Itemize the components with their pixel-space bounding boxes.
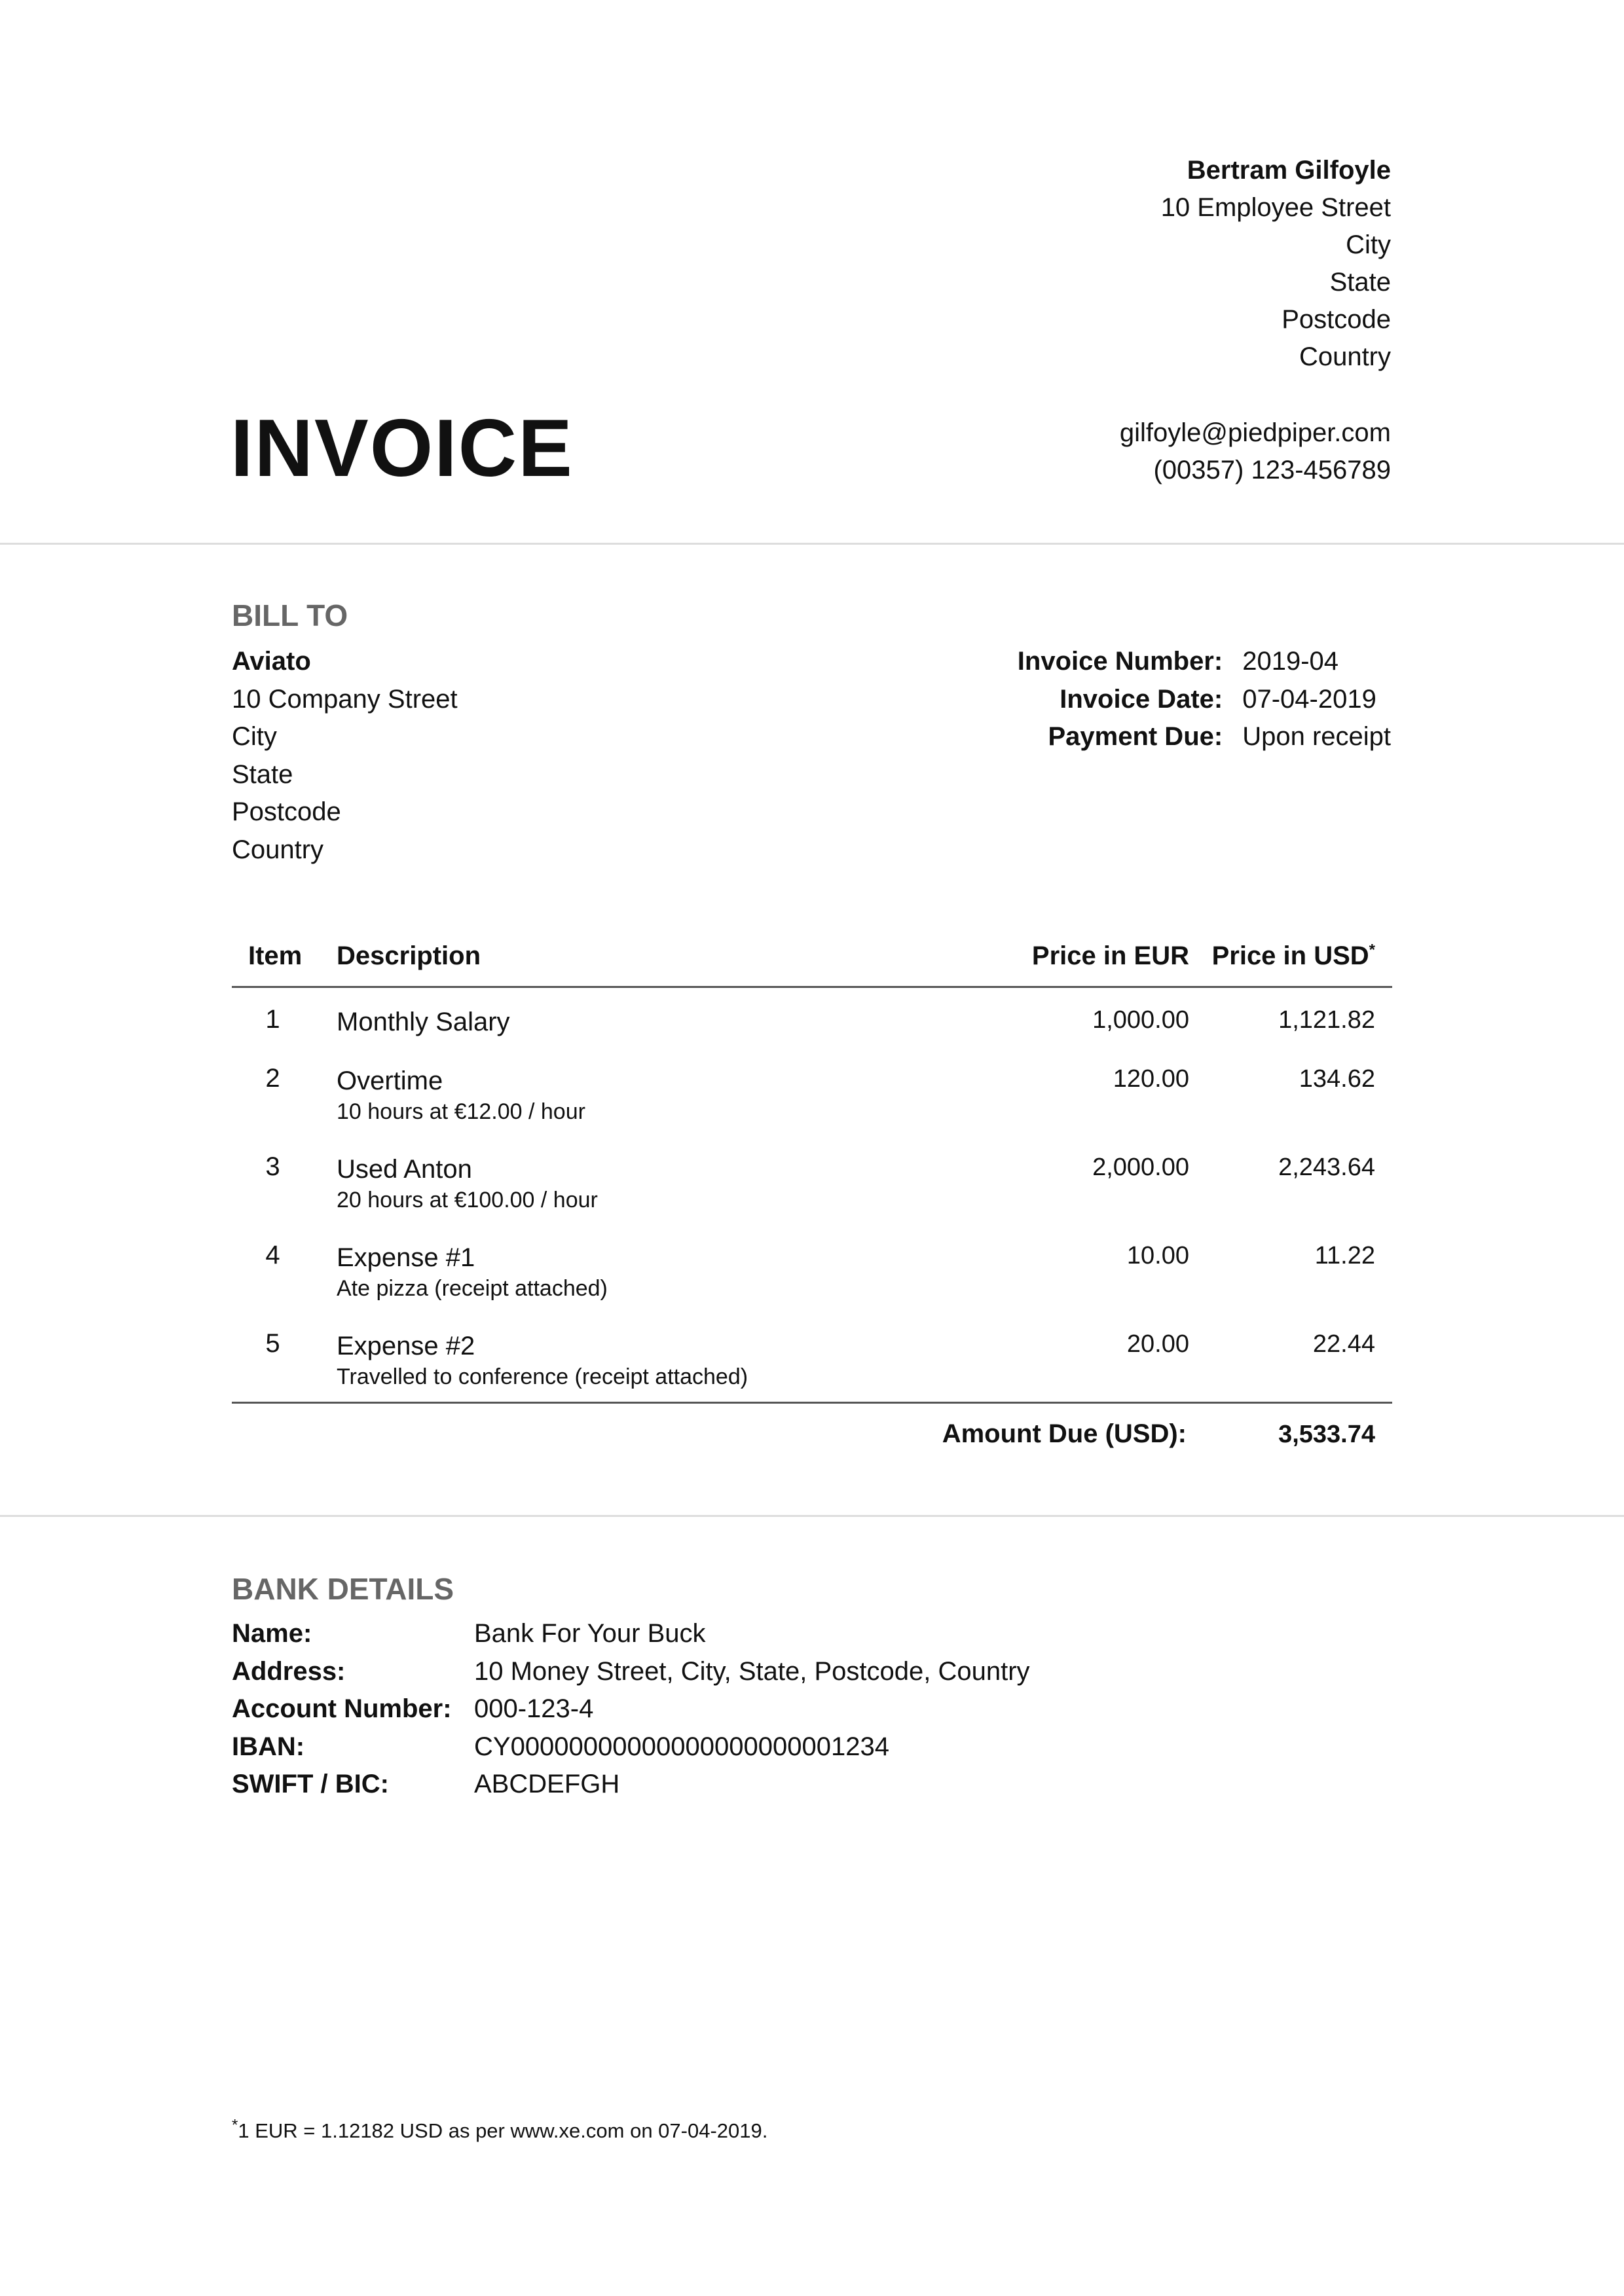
header-price-usd-label: Price in USD <box>1211 941 1369 970</box>
footnote-text: 1 EUR = 1.12182 USD as per www.xe.com on 07-04-2019. <box>238 2119 768 2142</box>
client-city: City <box>232 722 277 751</box>
item-price-eur: 120.00 <box>1113 1065 1189 1093</box>
payment-due-label: Payment Due: <box>1048 722 1223 751</box>
payment-due-value: Upon receipt <box>1242 722 1391 751</box>
sender-email: gilfoyle@piedpiper.com <box>1119 418 1391 447</box>
items-table <box>232 936 1392 1404</box>
amount-due-value: 3,533.74 <box>1278 1421 1375 1448</box>
invoice-date-row <box>1018 681 1391 719</box>
item-price-usd: 1,121.82 <box>1278 1006 1375 1034</box>
item-number: 2 <box>265 1064 280 1093</box>
table-row <box>232 1329 1392 1417</box>
bank-iban-value: CY00000000000000000000001234 <box>474 1732 889 1761</box>
invoice-date-label: Invoice Date: <box>1060 684 1223 714</box>
invoice-number-value: 2019-04 <box>1242 647 1338 676</box>
sender-contact <box>867 414 1391 489</box>
item-price-eur: 1,000.00 <box>1092 1006 1189 1034</box>
bank-iban-label: IBAN: <box>232 1732 305 1761</box>
items-table-body <box>232 988 1392 1404</box>
item-description: Monthly Salary <box>337 1008 510 1036</box>
payment-due-row <box>1018 718 1391 756</box>
bank-account-row <box>232 1690 1030 1728</box>
bank-account-label: Account Number: <box>232 1694 452 1723</box>
header-item: Item <box>248 941 303 970</box>
item-price-usd: 22.44 <box>1312 1330 1375 1358</box>
bank-name-value: Bank For Your Buck <box>474 1619 706 1648</box>
invoice-meta <box>1018 643 1391 756</box>
footnote-marker: * <box>232 2116 238 2134</box>
bank-name-label: Name: <box>232 1619 312 1648</box>
sender-state: State <box>1329 268 1391 297</box>
item-description: Expense #1 <box>337 1243 475 1272</box>
exchange-rate-footnote <box>232 2116 768 2143</box>
client-state: State <box>232 759 293 789</box>
bill-to-heading: BILL TO <box>232 598 348 632</box>
amount-due-label: Amount Due (USD): <box>942 1419 1187 1448</box>
item-detail: 20 hours at €100.00 / hour <box>337 1188 598 1212</box>
table-row <box>232 1241 1392 1329</box>
client-country: Country <box>232 835 324 864</box>
item-price-eur: 10.00 <box>1126 1242 1189 1269</box>
bank-account-value: 000-123-4 <box>474 1694 594 1723</box>
item-detail: Ate pizza (receipt attached) <box>337 1276 608 1301</box>
item-description: Overtime <box>337 1066 443 1095</box>
bank-divider <box>0 1515 1624 1517</box>
sender-name: Bertram Gilfoyle <box>1187 156 1391 185</box>
invoice-number-row <box>1018 643 1391 681</box>
bank-iban-row <box>232 1728 1030 1766</box>
bank-address-value: 10 Money Street, City, State, Postcode, Country <box>474 1656 1030 1686</box>
item-number: 1 <box>265 1005 280 1034</box>
bill-to-address <box>232 643 458 869</box>
table-row <box>232 1064 1392 1152</box>
client-postcode: Postcode <box>232 797 341 826</box>
bank-swift-label: SWIFT / BIC: <box>232 1770 389 1798</box>
invoice-date-value: 07-04-2019 <box>1242 684 1376 714</box>
item-description: Expense #2 <box>337 1332 475 1360</box>
bank-details-heading: BANK DETAILS <box>232 1572 454 1606</box>
sender-phone: (00357) 123-456789 <box>1153 456 1391 484</box>
item-price-usd: 134.62 <box>1299 1065 1375 1093</box>
item-price-eur: 2,000.00 <box>1092 1154 1189 1181</box>
header-description: Description <box>337 941 481 970</box>
sender-city: City <box>1346 230 1391 259</box>
bank-name-row <box>232 1615 1030 1653</box>
header-price-eur: Price in EUR <box>1031 941 1189 970</box>
item-number: 5 <box>265 1329 280 1358</box>
item-price-usd: 11.22 <box>1314 1242 1375 1269</box>
sender-country: Country <box>1299 342 1391 371</box>
item-description: Used Anton <box>337 1155 472 1184</box>
client-street: 10 Company Street <box>232 684 458 714</box>
sender-street: 10 Employee Street <box>1160 193 1391 222</box>
item-number: 3 <box>265 1152 280 1181</box>
items-table-header <box>232 936 1392 988</box>
client-name: Aviato <box>232 647 311 676</box>
invoice-number-label: Invoice Number: <box>1017 647 1223 676</box>
header-price-usd-marker: * <box>1369 941 1375 959</box>
table-row <box>232 1152 1392 1241</box>
bank-address-label: Address: <box>232 1656 346 1686</box>
header-divider <box>0 543 1624 545</box>
sender-postcode: Postcode <box>1282 305 1391 334</box>
bank-swift-row <box>232 1766 1030 1804</box>
item-number: 4 <box>265 1241 280 1269</box>
item-detail: 10 hours at €12.00 / hour <box>337 1099 585 1124</box>
item-price-eur: 20.00 <box>1126 1330 1189 1358</box>
item-price-usd: 2,243.64 <box>1278 1154 1375 1181</box>
bank-details <box>232 1615 1030 1804</box>
page-title: INVOICE <box>231 403 574 494</box>
bank-address-row <box>232 1653 1030 1691</box>
sender-address <box>867 152 1391 376</box>
header-price-usd <box>1212 941 1375 971</box>
item-detail: Travelled to conference (receipt attached) <box>337 1364 748 1389</box>
bank-swift-value: ABCDEFGH <box>474 1770 620 1798</box>
